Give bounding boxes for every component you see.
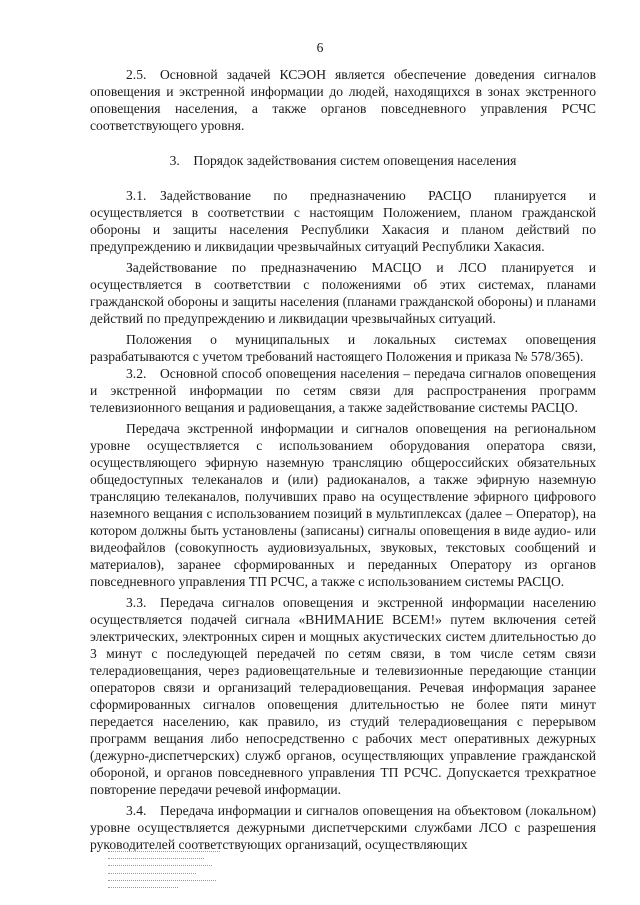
paragraph-3-2: 3.2. Основной способ оповещения населения – передача сигналов оповещения и экстренной информации по сетям связи для распространения программ телевизионного вещания и радиовещания, а также задействование системы РАСЦО. xyxy=(90,366,596,415)
paragraph-3-3: 3.3. Передача сигналов оповещения и экстренной информации населению осуществляется подачей сигнала «ВНИМАНИЕ ВСЕМ!» путем включения сетей электрических, электронных сирен и мощных акустических систем длительностью до 3 минут с последующей передачей по сетям связи, в том числе сетям связи телерадиовещания, через радиовещательные и телевизионные передающие станции операторов связи и организаций телерадиовещания. Речевая информация заранее сформированных сигналов оповещения длительностью не более пяти минут передается населению, как правило, из студий телерадиовещания с перерывом программ вещания либо непосредственно с рабочих мест оперативных дежурных (дежурно-диспетчерских) служб органов, осуществляющих управление гражданской обороной, и органов повседневного управления ТП РСЧС. Допускается трехкратное повторение передачи речевой информации. xyxy=(90,595,596,797)
faded-stamp-mark xyxy=(108,849,228,893)
section-heading-3: 3. Порядок задействования систем оповещения населения xyxy=(169,153,517,168)
paragraph-regional-transmission: Передача экстренной информации и сигналов оповещения на региональном уровне осуществляется с использованием оборудования оператора связи, осуществляющего эфирную наземную трансляцию общероссийских обязательных общедоступных телеканалов и (или) радиоканалов, а также эфирную наземную трансляцию телеканалов, получивших право на осуществление эфирного цифрового наземного вещания с использованием позиций в мультиплексах (далее – Оператор), на котором должны быть установлены (записаны) сигналы оповещения в виде аудио- или видеофайлов (совокупность аудиовизуальных, звуковых, текстовых сообщений и материалов), заранее сформированных и переданных Оператору из органов повседневного управления ТП РСЧС, а также с использованием системы РАСЦО. xyxy=(90,421,596,589)
paragraph-3-4: 3.4. Передача информации и сигналов оповещения на объектовом (локальном) уровне осуществляется дежурными диспетчерскими службами ЛСО с разрешения руководителей соответствующих организаций, осуществляющих xyxy=(90,803,596,852)
page-number: 6 xyxy=(316,40,324,55)
document-body xyxy=(90,66,596,853)
paragraph-3-1: 3.1. Задействование по предназначению РАСЦО планируется и осуществляется в соответствии с настоящим Положением, планом гражданской обороны и защиты населения Республики Хакасия и планом действий по предупреждению и ликвидации чрезвычайных ситуаций Республики Хакасия. xyxy=(90,188,596,254)
paragraph-municipal-systems: Положения о муниципальных и локальных системах оповещения разрабатываются с учетом требований настоящего Положения и приказа № 578/365). xyxy=(90,332,596,364)
paragraph-masco-lso: Задействование по предназначению МАСЦО и ЛСО планируется и осуществляется в соответствии с положениями об этих системах, планами гражданской обороны и защиты населения (планами гражданской обороны) и планами действий по предупреждению и ликвидации чрезвычайных ситуаций. xyxy=(90,260,596,326)
paragraph-2-5: 2.5. Основной задачей КСЭОН является обеспечение доведения сигналов оповещения и экстренной информации до людей, находящихся в зонах экстренного оповещения населения, а также органов повседневного управления РСЧС соответствующего уровня. xyxy=(90,67,596,133)
